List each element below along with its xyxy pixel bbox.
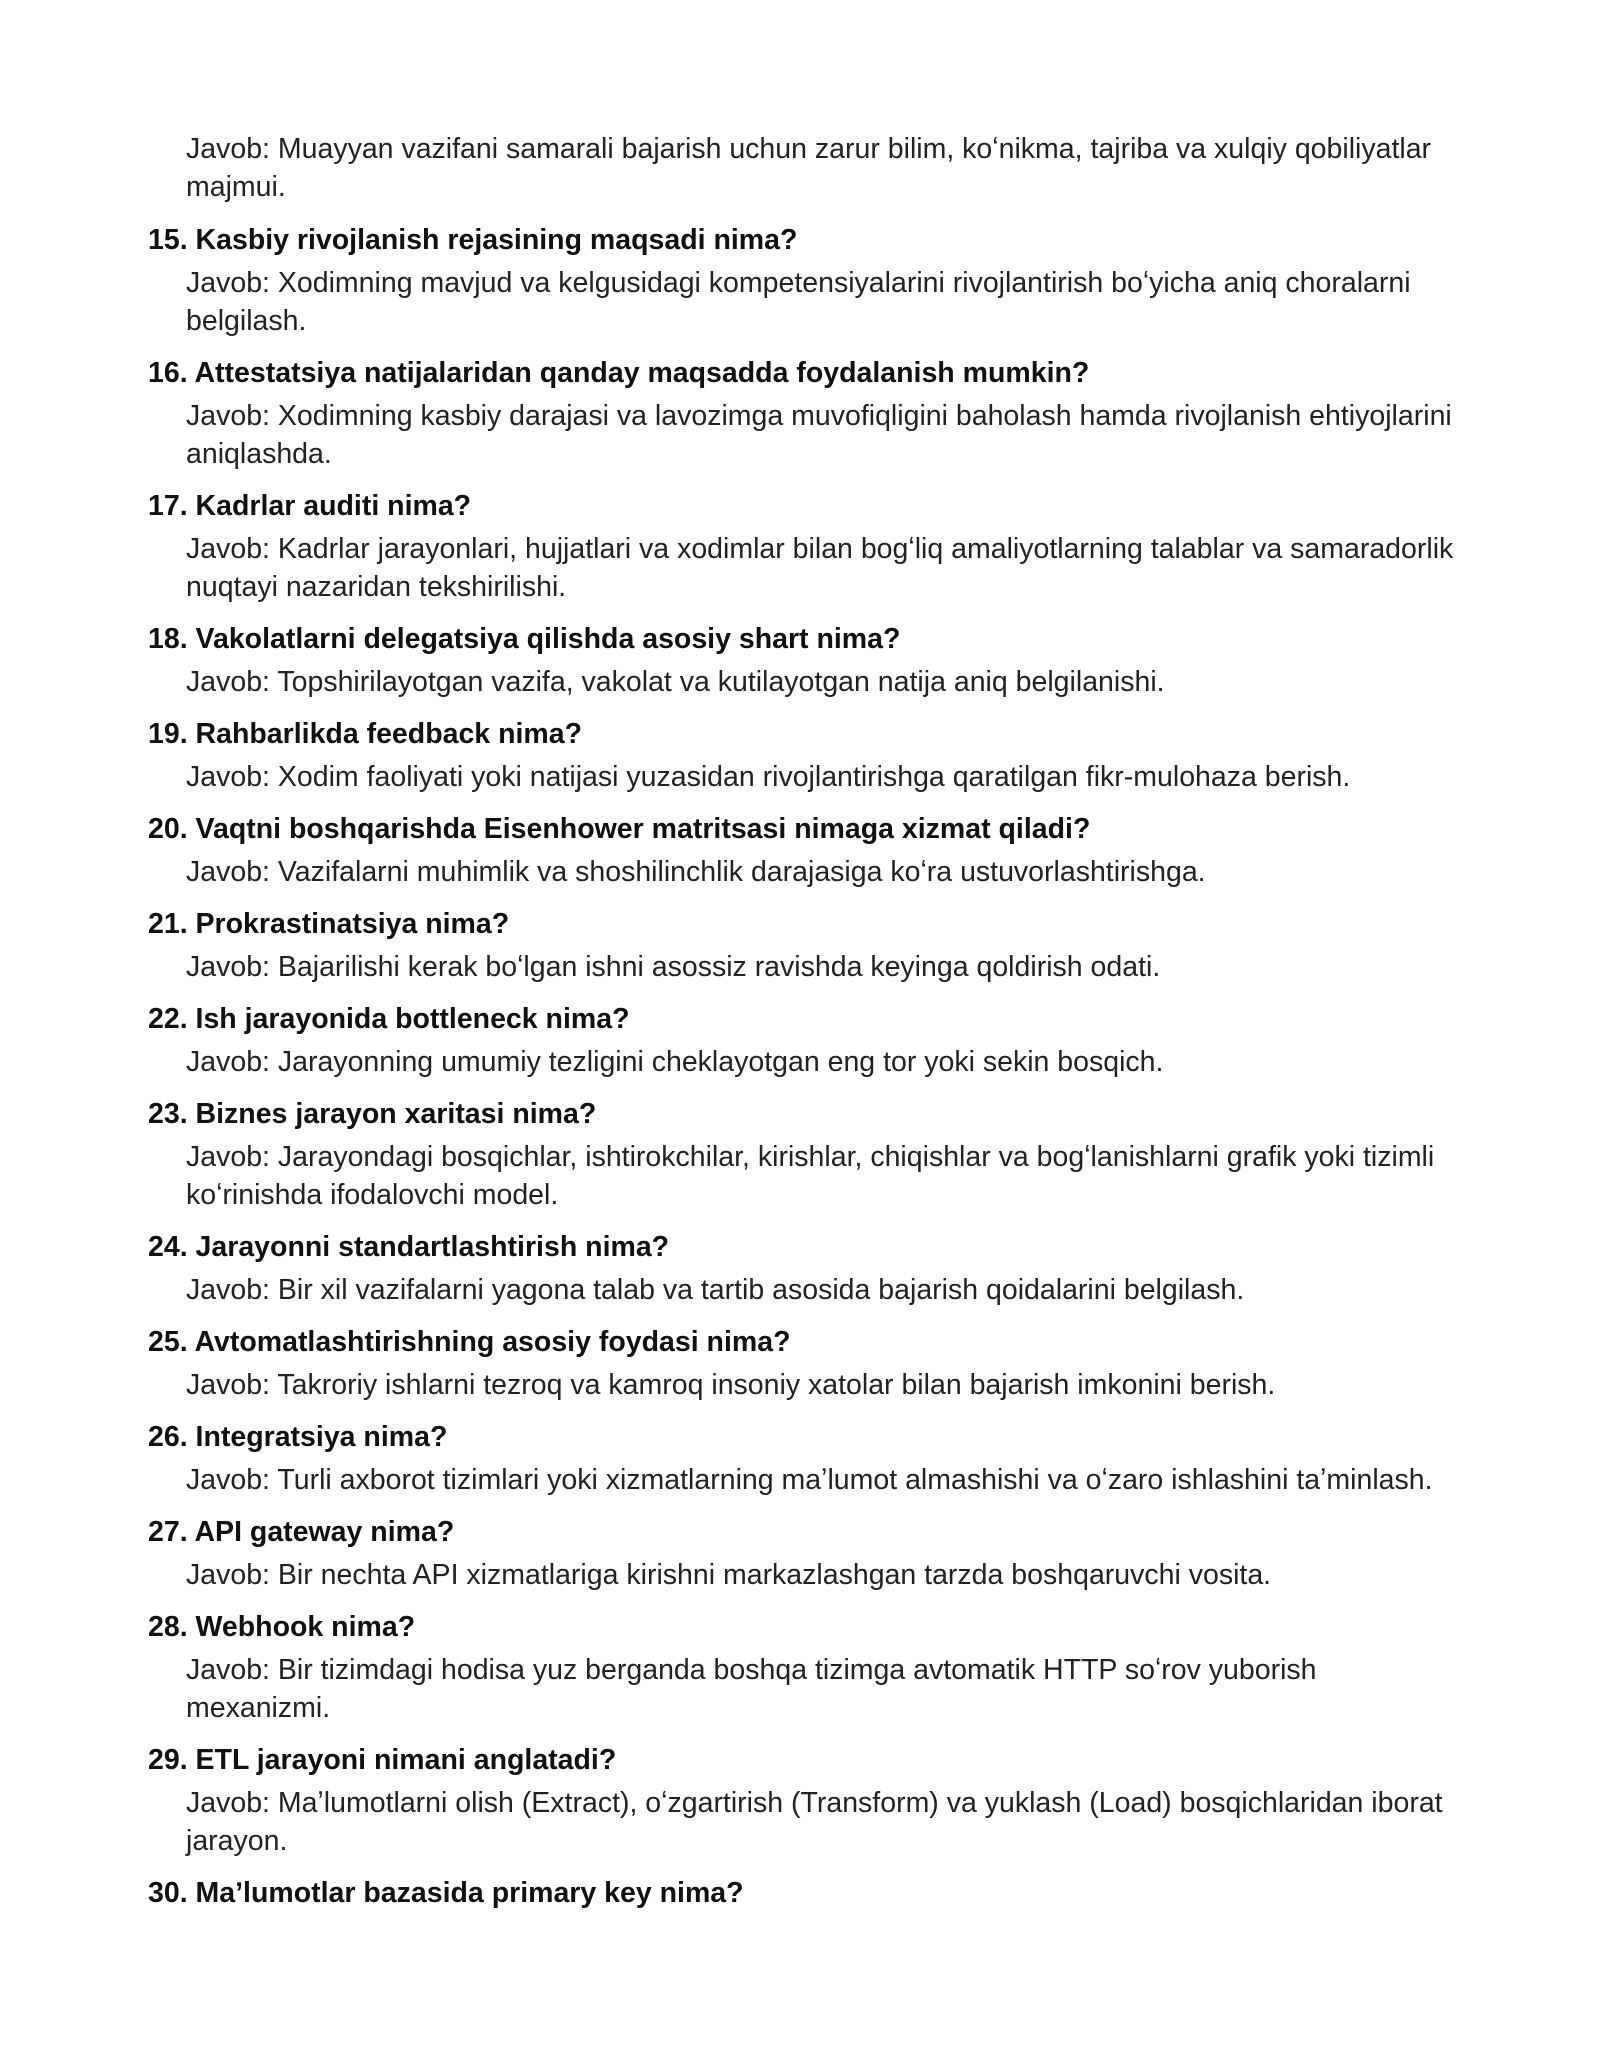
question-27: 27. API gateway nima?	[148, 1516, 455, 1548]
answer-27: Javob: Bir nechta API xizmatlariga kirishni markazlashgan tarzda boshqaruvchi vosita.	[186, 1559, 1272, 1591]
question-19: 19. Rahbarlikda feedback nima?	[148, 718, 582, 750]
answer-23: Javob: Jarayondagi bosqichlar, ishtirokchilar, kirishlar, chiqishlar va bogʻlanishlarni grafik yoki tizimli koʻrinishda ifodalovchi model.	[186, 1141, 1435, 1211]
question-26: 26. Integratsiya nima?	[148, 1421, 448, 1453]
answer-22: Javob: Jarayonning umumiy tezligini cheklayotgan eng tor yoki sekin bosqich.	[186, 1046, 1164, 1078]
question-22: 22. Ish jarayonida bottleneck nima?	[148, 1003, 630, 1035]
answer-25: Javob: Takroriy ishlarni tezroq va kamroq insoniy xatolar bilan bajarish imkonini berish.	[186, 1369, 1276, 1401]
qa-item-29	[148, 1742, 1460, 1860]
answer-28: Javob: Bir tizimdagi hodisa yuz berganda boshqa tizimga avtomatik HTTP soʻrov yuborish mexanizmi.	[186, 1654, 1317, 1724]
qa-item-23	[148, 1096, 1460, 1214]
answer-14: Javob: Muayyan vazifani samarali bajarish uchun zarur bilim, koʻnikma, tajriba va xulqiy qobiliyatlar majmui.	[186, 133, 1432, 203]
answer-16: Javob: Xodimning kasbiy darajasi va lavozimga muvofiqligini baholash hamda rivojlanish ehtiyojlarini aniqlashda.	[186, 400, 1452, 470]
answer-29: Javob: Maʼlumotlarni olish (Extract), oʻzgartirish (Transform) va yuklash (Load) bosqichlaridan iborat jarayon.	[186, 1787, 1443, 1857]
question-17: 17. Kadrlar auditi nima?	[148, 490, 472, 522]
qa-item-20	[148, 811, 1460, 891]
question-25: 25. Avtomatlashtirishning asosiy foydasi nima?	[148, 1326, 791, 1358]
answer-19: Javob: Xodim faoliyati yoki natijasi yuzasidan rivojlantirishga qaratilgan fikr-mulohaza berish.	[186, 761, 1351, 793]
question-29: 29. ETL jarayoni nimani anglatadi?	[148, 1744, 617, 1776]
question-23: 23. Biznes jarayon xaritasi nima?	[148, 1098, 597, 1130]
qa-item-26	[148, 1419, 1460, 1499]
answer-18: Javob: Topshirilayotgan vazifa, vakolat va kutilayotgan natija aniq belgilanishi.	[186, 666, 1165, 698]
question-21: 21. Prokrastinatsiya nima?	[148, 908, 510, 940]
question-18: 18. Vakolatlarni delegatsiya qilishda asosiy shart nima?	[148, 623, 901, 655]
answer-15: Javob: Xodimning mavjud va kelgusidagi kompetensiyalarini rivojlantirish boʻyicha aniq choralarni belgilash.	[186, 267, 1411, 337]
qa-item-25	[148, 1324, 1460, 1404]
qa-item-18	[148, 621, 1460, 701]
qa-item-16	[148, 355, 1460, 473]
qa-item-30	[148, 1875, 1460, 1912]
qa-item-24	[148, 1229, 1460, 1309]
question-24: 24. Jarayonni standartlashtirish nima?	[148, 1231, 670, 1263]
qa-item-27	[148, 1514, 1460, 1594]
answer-21: Javob: Bajarilishi kerak boʻlgan ishni asossiz ravishda keyinga qoldirish odati.	[186, 951, 1161, 983]
answer-17: Javob: Kadrlar jarayonlari, hujjatlari va xodimlar bilan bogʻliq amaliyotlarning talablar va samaradorlik nuqtayi nazaridan tekshirilishi.	[186, 533, 1454, 603]
qa-item-22	[148, 1001, 1460, 1081]
question-15: 15. Kasbiy rivojlanish rejasining maqsadi nima?	[148, 224, 798, 256]
answer-26: Javob: Turli axborot tizimlari yoki xizmatlarning maʼlumot almashishi va oʻzaro ishlashini taʼminlash.	[186, 1464, 1433, 1496]
qa-item-17	[148, 488, 1460, 606]
question-28: 28. Webhook nima?	[148, 1611, 416, 1643]
qa-item-19	[148, 716, 1460, 796]
qa-item-28	[148, 1609, 1460, 1727]
answer-24: Javob: Bir xil vazifalarni yagona talab va tartib asosida bajarish qoidalarini belgilash.	[186, 1274, 1245, 1306]
question-16: 16. Attestatsiya natijalaridan qanday maqsadda foydalanish mumkin?	[148, 357, 1090, 389]
qa-item-15	[148, 222, 1460, 340]
qa-item-21	[148, 906, 1460, 986]
question-20: 20. Vaqtni boshqarishda Eisenhower matritsasi nimaga xizmat qiladi?	[148, 813, 1091, 845]
answer-20: Javob: Vazifalarni muhimlik va shoshilinchlik darajasiga koʻra ustuvorlashtirishga.	[186, 856, 1206, 888]
question-30: 30. Maʼlumotlar bazasida primary key nima?	[148, 1877, 744, 1909]
